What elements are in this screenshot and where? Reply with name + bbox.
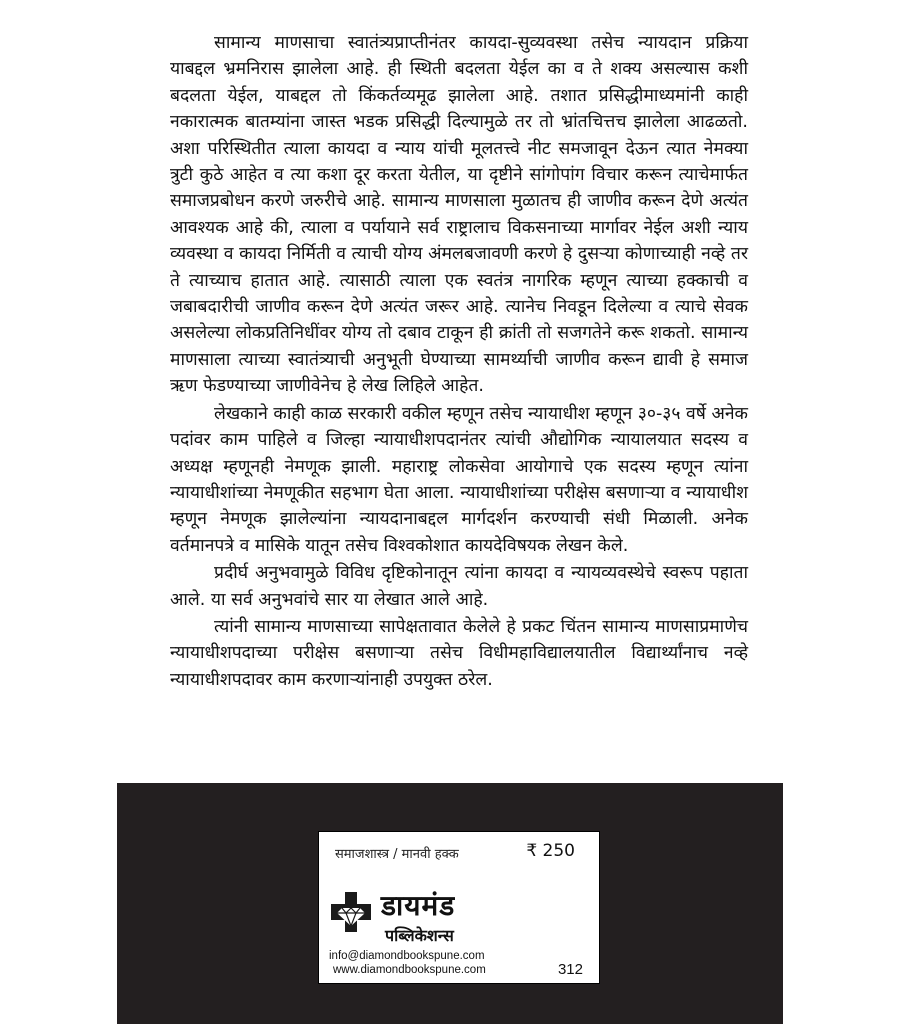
paragraph-1: सामान्य माणसाचा स्वातंत्र्यप्राप्तीनंतर कायदा-सुव्यवस्था तसेच न्यायदान प्रक्रिया याबद्दल भ्रमनिरास झालेला आहे. ही स्थिती बदलता येईल का व ते शक्य असल्यास कशी बदलता येईल, याबद्दल तो किंकर्तव्यमूढ झालेला आहे. तशात प्रसिद्धीमाध्यमांनी काही नकारात्मक बातम्यांना जास्त भडक प्रसिद्धी दिल्यामुळे तर तो भ्रांतचित्तच झालेला आढळतो. अशा परिस्थितीत त्याला कायदा व न्याय यांची मूलतत्त्वे नीट समजावून देऊन त्यात नेमक्या त्रुटी कुठे आहेत व त्या कशा दूर करता येतील, या दृष्टीने सांगोपांग विचार करून त्याचेमार्फत समाजप्रबोधन करणे जरुरीचे आहे. सामान्य माणसाला मुळातच ही जाणीव करून देणे अत्यंत आवश्यक आहे की, त्याला व पर्यायाने सर्व राष्ट्रालाच विकसनाच्या मार्गावर नेईल अशी न्याय व्यवस्था व कायदा निर्मिती व त्याची योग्य अंमलबजावणी करणे हे दुसऱ्या कोणाच्याही नव्हे तर ते त्याच्याच हातात आहे. त्यासाठी त्याला एक स्वतंत्र नागरिक म्हणून त्याच्या हक्काची व जबाबदारीची जाणीव करून देणे अत्यंत जरूर आहे. त्यानेच निवडून दिलेल्या व त्याचे सेवक असलेल्या लोकप्रतिनिधींवर योग्य तो दबाव टाकून ही क्रांती तो सजगतेने करू शकतो. सामान्य माणसाला त्याच्या स्वातंत्र्याची अनुभूती घेण्याच्या सामर्थ्याची जाणीव करून द्यावी हे समाज ऋण फेडण्याच्या जाणीवेनेच हे लेख लिहिले आहेत. — [170, 33, 748, 397]
brand-subtitle: पब्लिकेशन्स — [385, 926, 454, 945]
paragraph-4: त्यांनी सामान्य माणसाच्या सापेक्षतावात केलेले हे प्रकट चिंतन सामान्य माणसाप्रमाणेच न्यायाधीशपदाच्या परीक्षेस बसणाऱ्या तसेच विधीमहाविद्यालयातील विद्यार्थ्यांनाच नव्हे न्यायाधीशपदावर काम करणाऱ्यांनाही उपयुक्त ठरेल. — [170, 616, 748, 690]
price-text: ₹ 250 — [526, 841, 575, 861]
contact-info — [329, 949, 486, 977]
brand-name: डायमंड — [381, 889, 456, 922]
publisher-label-box — [318, 831, 600, 984]
website-text: www.diamondbookspune.com — [333, 964, 486, 976]
blurb-text — [170, 30, 748, 693]
paragraph-3: प्रदीर्घ अनुभवामुळे विविध दृष्टिकोनातून त्यांना कायदा व न्यायव्यवस्थेचे स्वरूप पहाता आले. या सर्व अनुभवांचे सार या लेखात आले आहे. — [170, 563, 748, 610]
paragraph-2: लेखकाने काही काळ सरकारी वकील म्हणून तसेच न्यायाधीश म्हणून ३०-३५ वर्षे अनेक पदांवर काम पाहिले व जिल्हा न्यायाधीशपदानंतर त्यांची औद्योगिक न्यायालयात सदस्य व अध्यक्ष म्हणूनही नेमणूक झाली. महाराष्ट्र लोकसेवा आयोगाचे एक सदस्य म्हणून त्यांना न्यायाधीशांच्या नेमणूकीत सहभाग घेता आला. न्यायाधीशांच्या परीक्षेस बसणाऱ्या व न्यायाधीश म्हणून नेमणूक झालेल्यांना न्यायदानाबद्दल मार्गदर्शन करण्याची संधी मिळाली. अनेक वर्तमानपत्रे व मासिके यातून तसेच विश्वकोशात कायदेविषयक लेखन केले. — [170, 403, 748, 556]
catalog-number: 312 — [557, 961, 583, 978]
diamond-logo-icon — [329, 890, 373, 934]
email-text: info@diamondbookspune.com — [329, 950, 485, 962]
category-text: समाजशास्त्र / मानवी हक्क — [335, 847, 459, 862]
